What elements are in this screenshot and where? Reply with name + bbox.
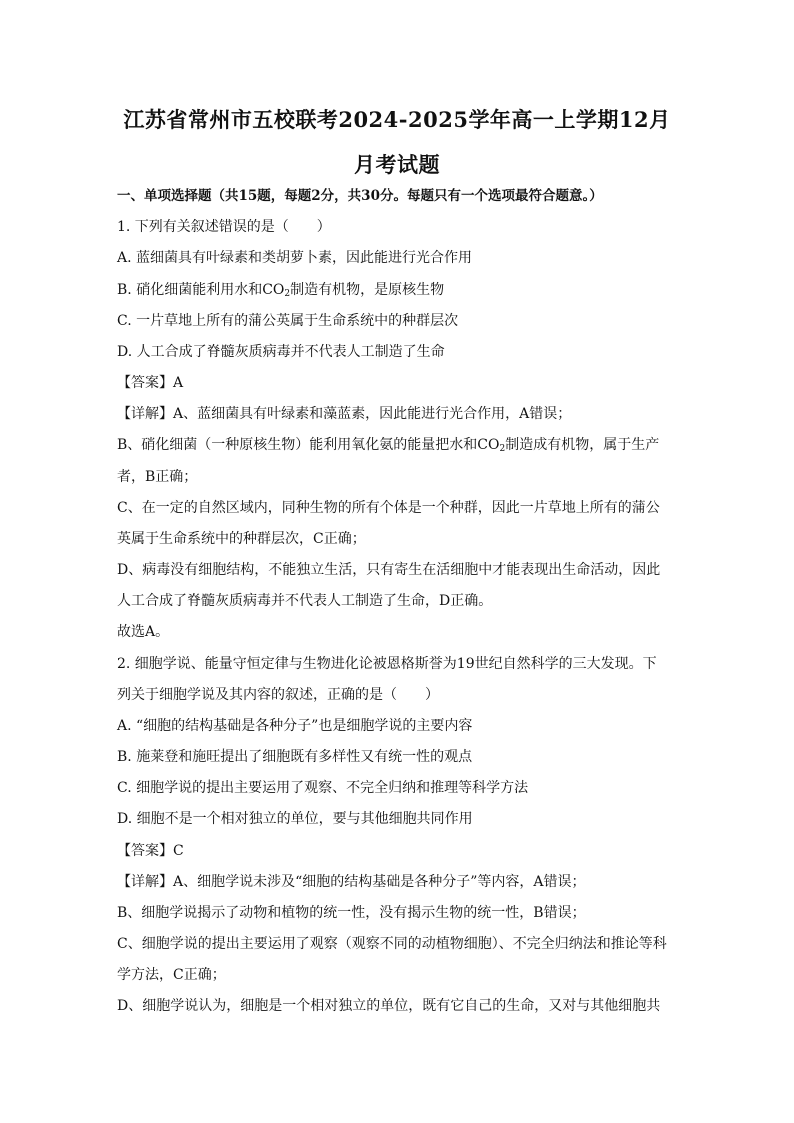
q1-explain-7: 人工合成了脊髓灰质病毒并不代表人工制造了生命，D正确。: [117, 593, 493, 609]
q1-explain-2-sub: 2: [499, 444, 506, 454]
q1-explain-4: C、在一定的自然区域内，同种生物的所有个体是一个种群，因此一片草地上所有的蒲公: [117, 500, 660, 516]
q1-answer: 【答案】A: [117, 375, 184, 391]
q1-option-b-sub: 2: [284, 289, 291, 299]
section-heading: 一、单项选择题（共15题，每题2分，共30分。每题只有一个选项最符合题意。）: [117, 188, 603, 204]
q1-option-c: C. 一片草地上所有的蒲公英属于生命系统中的种群层次: [117, 313, 459, 329]
q2-stem-2: 列关于细胞学说及其内容的叙述，正确的是（ ）: [117, 687, 439, 703]
q1-option-a: A. 蓝细菌具有叶绿素和类胡萝卜素，因此能进行光合作用: [117, 250, 473, 266]
q2-answer: 【答案】C: [117, 843, 184, 859]
q1-explain-2-post: 制造成有机物，属于生产: [505, 437, 660, 453]
q2-option-c: C. 细胞学说的提出主要运用了观察、不完全归纳和推理等科学方法: [117, 780, 529, 796]
q1-explain-2-pre: B、硝化细菌（一种原核生物）能利用氧化氨的能量把水和CO: [117, 437, 500, 453]
q2-explain-1: 【详解】A、细胞学说未涉及“细胞的结构基础是各种分子”等内容，A错误；: [117, 874, 586, 890]
q2-option-a: A. “细胞的结构基础是各种分子”也是细胞学说的主要内容: [117, 718, 473, 734]
q2-explain-3: C、细胞学说的提出主要运用了观察（观察不同的动植物细胞）、不完全归纳法和推论等科: [117, 936, 667, 952]
q1-explain-3: 者，B正确；: [117, 469, 198, 485]
q1-explain-6: D、病毒没有细胞结构，不能独立生活，只有寄生在活细胞中才能表现出生命活动，因此: [117, 562, 661, 578]
q2-explain-5: D、细胞学说认为，细胞是一个相对独立的单位，既有它自己的生命，又对与其他细胞共: [117, 998, 661, 1014]
q2-explain-4: 学方法，C正确；: [117, 967, 226, 983]
q2-explain-2: B、细胞学说揭示了动物和植物的统一性，没有揭示生物的统一性，B错误；: [117, 905, 586, 921]
q1-explain-5: 英属于生命系统中的种群层次，C正确；: [117, 531, 366, 547]
q1-option-d: D. 人工合成了脊髓灰质病毒并不代表人工制造了生命: [117, 344, 445, 360]
document-title-line-1: 江苏省常州市五校联考2024-2025学年高一上学期12月: [123, 107, 671, 132]
q2-option-b: B. 施莱登和施旺提出了细胞既有多样性又有统一性的观点: [117, 749, 473, 765]
q2-option-d: D. 细胞不是一个相对独立的单位，要与其他细胞共同作用: [117, 811, 473, 827]
q2-stem-1: 2. 细胞学说、能量守恒定律与生物进化论被恩格斯誉为19世纪自然科学的三大发现。下: [117, 656, 657, 672]
q1-option-b-pre: B. 硝化细菌能利用水和CO: [117, 282, 285, 298]
q1-explain-2: [117, 436, 684, 458]
q1-explain-1: 【详解】A、蓝细菌具有叶绿素和藻蓝素，因此能进行光合作用，A错误；: [117, 406, 572, 422]
q1-option-b-post: 制造有机物，是原核生物: [290, 282, 445, 298]
q1-conclusion: 故选A。: [117, 624, 170, 640]
q1-stem: 1. 下列有关叙述错误的是（ ）: [117, 219, 331, 235]
q1-option-b: [117, 281, 684, 303]
document-title-line-2: 月考试题: [354, 152, 440, 177]
